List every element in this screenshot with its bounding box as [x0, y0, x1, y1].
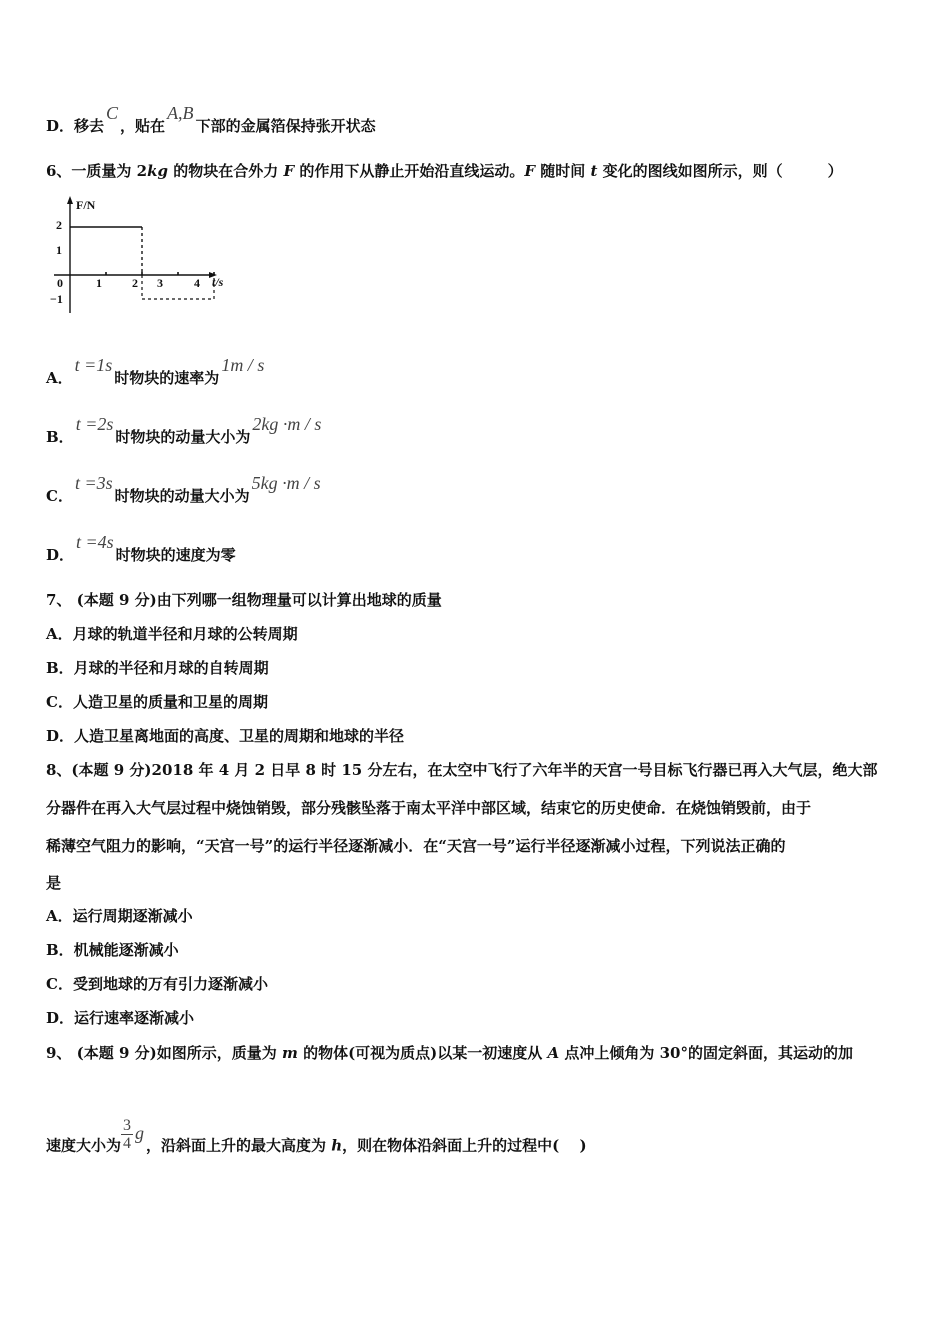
math-expression: A,B: [167, 103, 194, 123]
q6-option-d: D．t =4s时物块的速度为零: [46, 532, 236, 564]
y-axis-arrow-icon: [67, 196, 73, 204]
q8-stem-line-2: 分器件在再入大气层过程中烧蚀销毁，部分残骸坠落于南太平洋中部区域，结束它的历史使命．在烧蚀销毁前，由于: [46, 799, 812, 817]
x-tick-3: 3: [157, 276, 163, 290]
option-label: C．: [46, 487, 73, 505]
y-tick-1: 1: [56, 243, 62, 257]
x-axis-label: t/s: [212, 275, 224, 289]
q8-stem-line-3: 稀薄空气阻力的影响，“天宫一号”的运行半径逐渐减小．在“天宫一号”运行半径逐渐减小过程，下列说法正确的: [46, 837, 786, 855]
force-time-graph: [44, 193, 234, 318]
q7-option-a: A．月球的轨道半径和月球的公转周期: [46, 625, 298, 643]
q6-option-a: A．t =1s时物块的速率为1m / s: [46, 355, 265, 387]
q7-option-b: B．月球的半径和月球的自转周期: [46, 659, 269, 677]
math-expression: g: [135, 1122, 145, 1143]
math-expression: t =2s: [75, 414, 114, 434]
q6-stem: 6、一质量为 2kg 的物块在合外力 F 的作用下从静止开始沿直线运动。F 随时间 t 变化的图线如图所示，则（ ）: [46, 162, 843, 180]
fraction: $\frac{3}{4}$: [123, 1117, 132, 1152]
y-tick-2: 2: [56, 218, 62, 232]
q8-option-a: A．运行周期逐渐减小: [46, 907, 193, 925]
math-expression: C: [106, 103, 119, 123]
q8-stem-line-4: 是: [46, 874, 62, 892]
option-label: D．: [46, 546, 75, 564]
x-tick-4: 4: [194, 276, 200, 290]
q7-stem: 7、 (本题 9 分)由下列哪一组物理量可以计算出地球的质量: [46, 591, 442, 609]
y-axis-label: F/N: [76, 198, 96, 212]
math-expression: t =1s: [74, 355, 113, 375]
origin-label: 0: [57, 276, 63, 290]
graph-plot-area: [70, 227, 214, 299]
option-label: B．: [46, 428, 74, 446]
q8-stem-line-1: 8、(本题 9 分)2018 年 4 月 2 日早 8 时 15 分左右，在太空中飞行了六年半的天宫一号目标飞行器已再入大气层，绝大部: [46, 761, 878, 779]
math-expression: 1m / s: [221, 355, 265, 375]
math-expression: t =4s: [76, 532, 114, 552]
q8-option-b: B．机械能逐渐减小: [46, 941, 179, 959]
q8-option-c: C．受到地球的万有引力逐渐减小: [46, 975, 268, 993]
q7-option-c: C．人造卫星的质量和卫星的周期: [46, 693, 268, 711]
q8-option-d: D．运行速率逐渐减小: [46, 1009, 195, 1027]
q5-option-d: D．移去C，贴在A,B下部的金属箔保持张开状态: [46, 103, 376, 135]
x-tick-2: 2: [132, 276, 138, 290]
q9-stem-line-1: 9、 (本题 9 分)如图所示，质量为 m 的物体(可视为质点)以某一初速度从 A 点冲上倾角为 30°的固定斜面，其运动的加: [46, 1044, 853, 1062]
y-tick-neg1: −1: [50, 292, 63, 306]
q9-stem-line-2: 速度大小为 $\frac{3}{4}$ g，沿斜面上升的最大高度为 h，则在物体沿斜面上升的过程中( ): [46, 1117, 587, 1155]
math-expression: t =3s: [74, 473, 113, 493]
option-label: D．: [46, 117, 75, 135]
q6-option-b: B．t =2s时物块的动量大小为2kg ·m / s: [46, 414, 322, 446]
q6-option-c: C．t =3s时物块的动量大小为5kg ·m / s: [46, 473, 321, 505]
math-expression: 5kg ·m / s: [251, 473, 321, 493]
x-tick-1: 1: [96, 276, 102, 290]
option-label: A．: [46, 369, 73, 387]
q7-option-d: D．人造卫星离地面的高度、卫星的周期和地球的半径: [46, 727, 405, 745]
math-expression: 2kg ·m / s: [252, 414, 322, 434]
